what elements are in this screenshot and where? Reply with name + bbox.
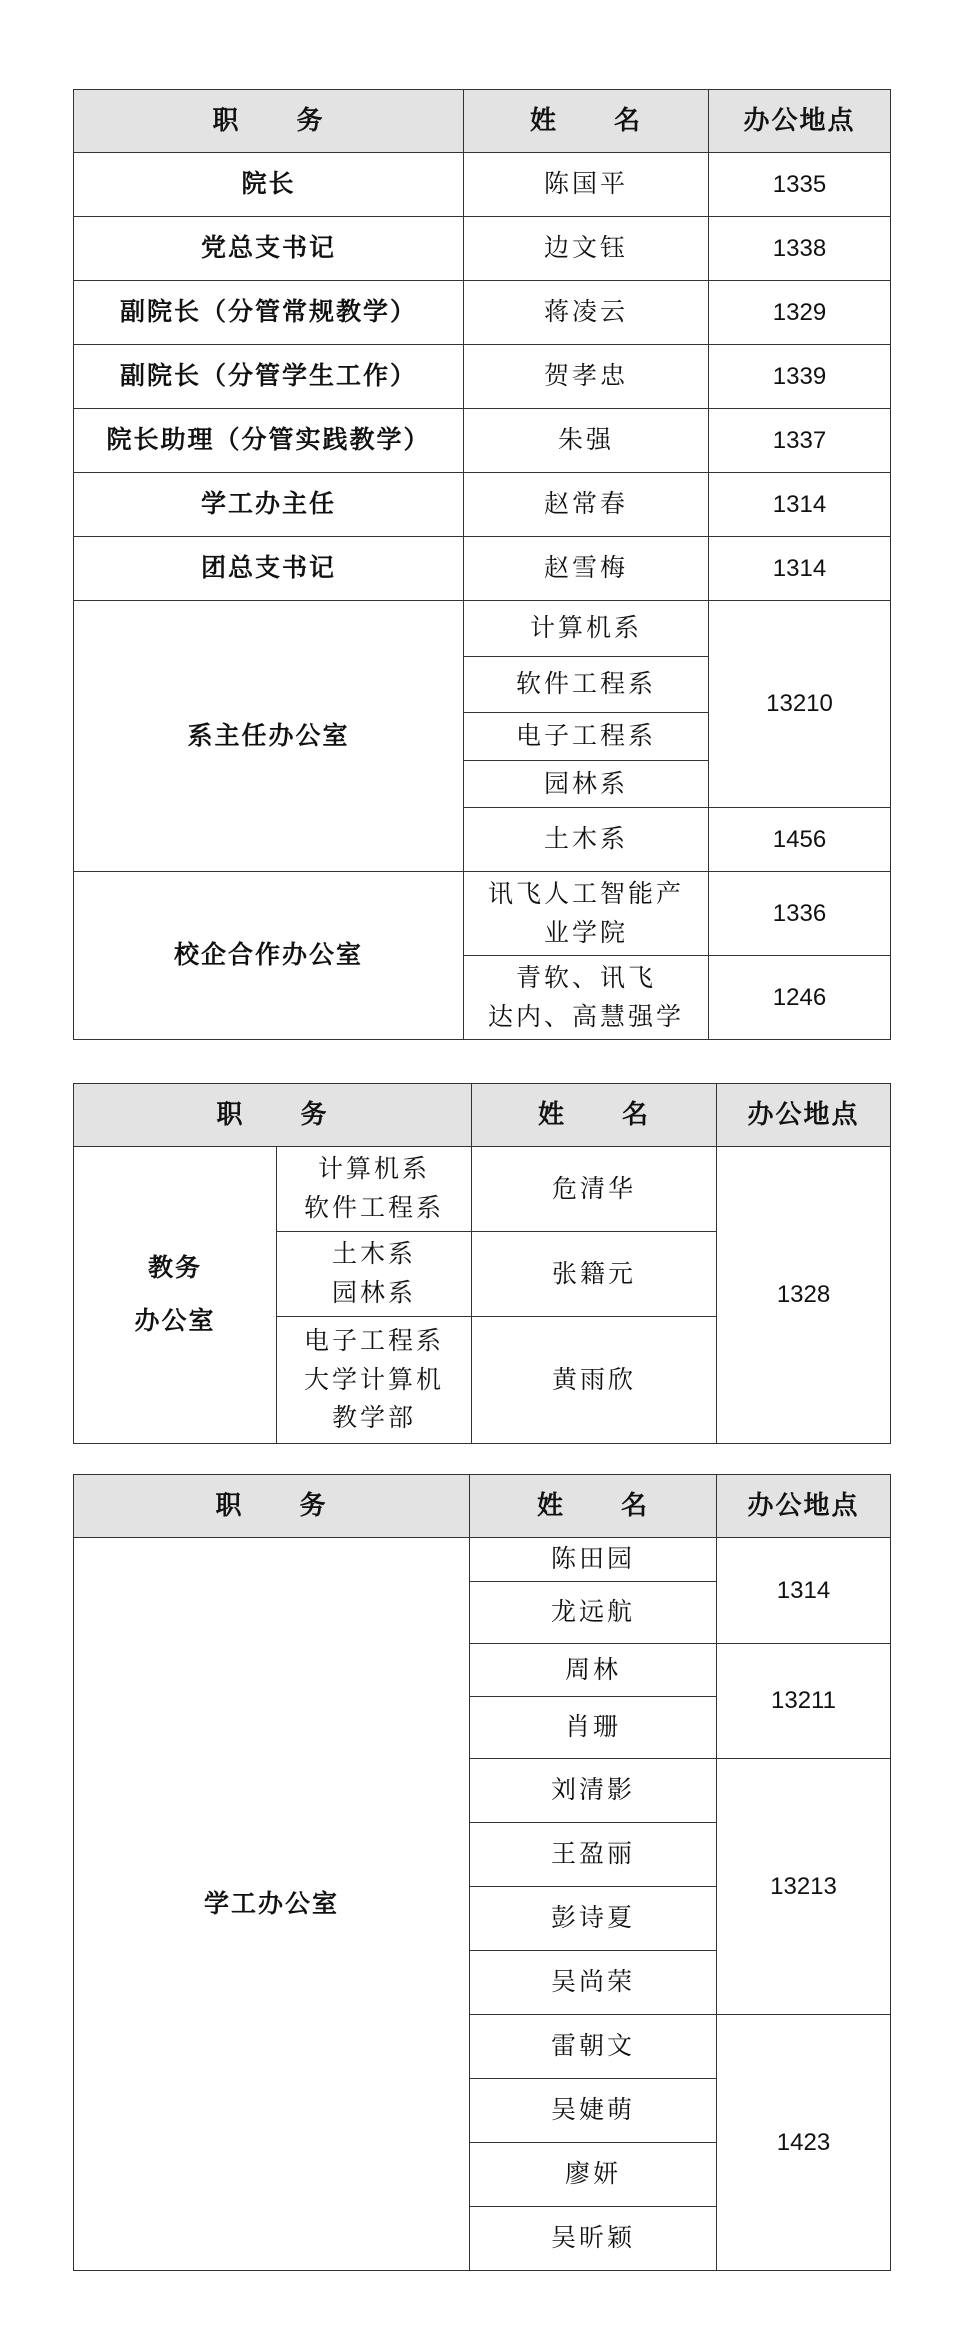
header-office: 办公地点 [709,90,891,153]
office-cell: 1246 [709,956,891,1040]
table-row [74,601,891,657]
role-line: 办公室 [134,1306,216,1335]
name-cell: 吴昕颖 [470,2207,717,2271]
office-cell: 1314 [717,1538,891,1644]
table-row [74,153,891,217]
office-cell: 1423 [717,2015,891,2271]
coop-item-line: 讯飞人工智能产 [487,878,684,908]
name-cell: 陈国平 [464,153,709,217]
office-cell: 1339 [709,345,891,409]
table-row [74,1147,891,1232]
scope-line: 软件工程系 [304,1193,445,1222]
office-cell: 13213 [717,1759,891,2015]
leadership-table [73,89,891,1040]
name-cell: 危清华 [472,1147,717,1232]
name-cell: 朱强 [464,409,709,473]
scope-line: 园林系 [332,1278,417,1307]
office-cell: 1337 [709,409,891,473]
name-cell: 雷朝文 [470,2015,717,2079]
scope-line: 土木系 [332,1239,417,1269]
header-role: 职 务 [74,1084,472,1147]
office-cell: 1456 [709,808,891,872]
name-cell: 彭诗夏 [470,1887,717,1951]
coop-item-cell [464,872,709,956]
table-header-row [74,90,891,153]
coop-office-role: 校企合作办公室 [74,872,464,1040]
name-cell: 龙远航 [470,1582,717,1644]
name-cell: 廖妍 [470,2143,717,2207]
table-header-row [74,1084,891,1147]
student-office-table [73,1474,891,2271]
name-cell: 吴婕萌 [470,2079,717,2143]
scope-cell [277,1232,472,1317]
name-cell: 肖珊 [470,1697,717,1759]
scope-cell [277,1147,472,1232]
role-cell: 副院长（分管常规教学） [74,281,464,345]
office-cell: 13211 [717,1644,891,1759]
role-cell: 学工办主任 [74,473,464,537]
header-office: 办公地点 [717,1084,891,1147]
header-name: 姓 名 [464,90,709,153]
name-cell: 周林 [470,1644,717,1697]
role-cell: 党总支书记 [74,217,464,281]
office-cell: 1336 [709,872,891,956]
coop-item-cell [464,956,709,1040]
table-row [74,537,891,601]
scope-line: 大学计算机 [304,1364,445,1394]
office-cell: 1329 [709,281,891,345]
student-office-role: 学工办公室 [74,1538,470,2271]
role-line: 教务 [147,1253,202,1283]
role-cell: 院长 [74,153,464,217]
dept-office-role: 系主任办公室 [74,601,464,872]
coop-item-line: 达内、高慧强学 [487,1001,684,1031]
office-cell: 1314 [709,537,891,601]
scope-line: 电子工程系 [304,1325,445,1355]
header-name: 姓 名 [472,1084,717,1147]
table-row [74,345,891,409]
table-row [74,1538,891,1582]
academic-office-role [74,1147,277,1444]
name-cell: 吴尚荣 [470,1951,717,2015]
name-cell: 张籍元 [472,1232,717,1317]
role-cell: 副院长（分管学生工作） [74,345,464,409]
role-cell: 团总支书记 [74,537,464,601]
dept-cell: 软件工程系 [464,657,709,713]
name-cell: 刘清影 [470,1759,717,1823]
header-office: 办公地点 [717,1475,891,1538]
office-cell: 1335 [709,153,891,217]
scope-cell [277,1317,472,1444]
dept-cell: 园林系 [464,761,709,808]
name-cell: 陈田园 [470,1538,717,1582]
table-row [74,281,891,345]
dept-cell: 计算机系 [464,601,709,657]
name-cell: 王盈丽 [470,1823,717,1887]
coop-item-line: 业学院 [543,917,628,947]
name-cell: 黄雨欣 [472,1317,717,1444]
scope-line: 计算机系 [318,1154,431,1184]
name-cell: 蒋凌云 [464,281,709,345]
name-cell: 赵常春 [464,473,709,537]
table-row [74,217,891,281]
dept-cell: 土木系 [464,808,709,872]
header-name: 姓 名 [470,1475,717,1538]
name-cell: 赵雪梅 [464,537,709,601]
name-cell: 贺孝忠 [464,345,709,409]
coop-item-line: 青软、讯飞 [515,962,656,992]
office-cell: 13210 [709,601,891,808]
dept-cell: 电子工程系 [464,713,709,761]
header-role: 职 务 [74,1475,470,1538]
table-header-row [74,1475,891,1538]
table-row [74,409,891,473]
table-row [74,872,891,956]
scope-line: 教学部 [332,1403,417,1433]
name-cell: 边文钰 [464,217,709,281]
office-cell: 1338 [709,217,891,281]
office-cell: 1328 [717,1147,891,1444]
header-role: 职 务 [74,90,464,153]
table-row [74,473,891,537]
academic-office-table [73,1083,891,1444]
role-cell: 院长助理（分管实践教学） [74,409,464,473]
office-cell: 1314 [709,473,891,537]
